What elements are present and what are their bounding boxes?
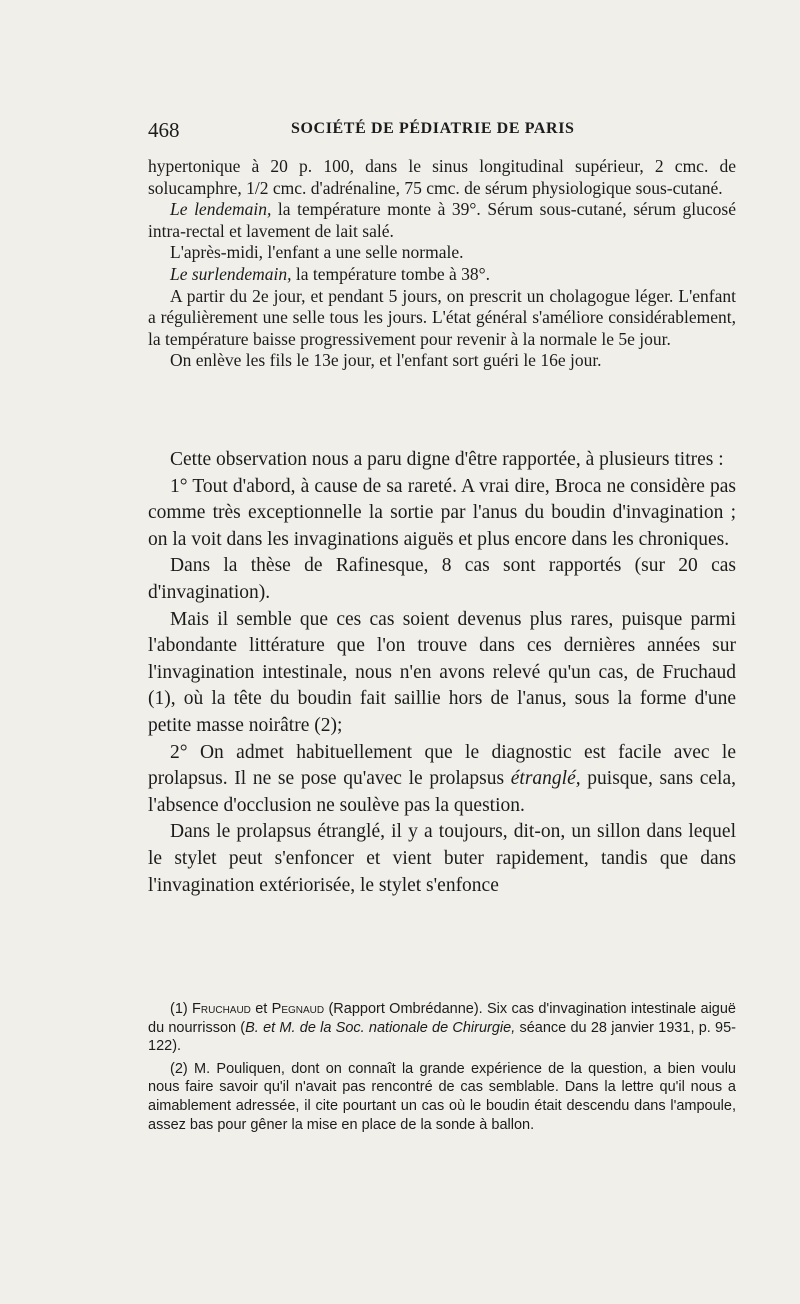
paragraph: hypertonique à 20 p. 100, dans le sinus longitudinal supérieur, 2 cmc. de solucamphre, 1/2 cmc. d'adrénaline, 75 cmc. de sérum physiologique sous-cutané.: [148, 156, 736, 198]
footnote-text: (1): [170, 1001, 193, 1017]
paragraph: Mais il semble que ces cas soient devenus plus rares, puisque parmi l'abondante littérature que l'on trouve dans ces dernières années sur l'invagination intestinale, nous n'en avons relevé qu'un cas, de Fruchaud (1), où la tête du boudin fait saillie hors de l'anus, sous la forme d'une petite masse noirâtre (2);: [148, 608, 736, 736]
author-name: Fruchaud: [192, 1001, 251, 1017]
paragraph-text: la température monte à 39°. Sérum sous-cutané, sérum glucosé intra-rectal et lavement de lait salé.: [148, 199, 736, 241]
running-title: SOCIÉTÉ DE PÉDIATRIE DE PARIS: [291, 120, 575, 137]
paragraph: [148, 199, 736, 242]
paragraph: [148, 264, 736, 286]
footnote-text: (Rapport Ombrédanne). Six cas d'invagination intestinale aiguë du nourrisson (: [148, 1001, 737, 1036]
author-name: Pegnaud: [271, 1001, 325, 1017]
emphasis: Le surlendemain,: [170, 263, 292, 284]
footnotes: [148, 1000, 736, 1138]
paragraph: A partir du 2e jour, et pendant 5 jours, on prescrit un cholagogue léger. L'enfant a régulièrement une selle tous les jours. L'état général s'améliore considérablement, la température baisse progressivement pour revenir à la normale le 5e jour.: [148, 285, 736, 349]
paragraph: Dans le prolapsus étranglé, il y a toujours, dit-on, un sillon dans lequel le stylet peut s'enfoncer et vient buter rapidement, tandis que dans l'invagination extériorisée, le stylet s'enfonce: [148, 821, 736, 896]
footnote-2: (2) M. Pouliquen, dont on connaît la grande expérience de la question, a bien voulu nous faire savoir qu'il n'avait pas rencontré de cas semblable. Dans la lettre qu'il nous a aimablement adressée, il cite pourtant un cas où le boudin était descendu dans l'ampoule, assez bas pour gêner la mise en place de la sonde à ballon.: [148, 1060, 736, 1133]
emphasis: B. et M. de la Soc. nationale de Chirurgie,: [245, 1019, 516, 1036]
footnote-text: et: [250, 1001, 272, 1017]
page-number: 468: [148, 118, 180, 142]
observation-text: [148, 156, 736, 372]
paragraph: L'après-midi, l'enfant a une selle normale.: [170, 242, 464, 263]
paragraph-text: 2° On admet habituellement que le diagnostic est facile avec le prolapsus. Il ne se pose qu'avec le prolapsus: [148, 741, 736, 790]
emphasis: étranglé,: [510, 768, 581, 790]
emphasis: Le lendemain,: [170, 199, 272, 220]
paragraph: 1° Tout d'abord, à cause de sa rareté. A vrai dire, Broca ne considère pas comme très exceptionnelle la sortie par l'anus du boudin d'invagination ; on la voit dans les invaginations aiguës et plus encore dans les chroniques.: [148, 475, 736, 550]
paragraph: Dans la thèse de Rafinesque, 8 cas sont rapportés (sur 20 cas d'invagination).: [148, 555, 736, 603]
paragraph-text: puisque, sans cela, l'absence d'occlusion ne soulève pas la question.: [148, 768, 736, 816]
paragraph-text: la température tombe à 38°.: [291, 263, 490, 284]
footnote-text: séance du 28 janvier 1931, p. 95-122).: [148, 1019, 736, 1055]
page-header: [148, 118, 736, 142]
footnote-1: [148, 1000, 736, 1056]
paragraph: On enlève les fils le 13e jour, et l'enfant sort guéri le 16e jour.: [170, 350, 602, 371]
discussion-text: [148, 447, 736, 899]
paragraph: [148, 740, 736, 820]
paragraph: Cette observation nous a paru digne d'être rapportée, à plusieurs titres :: [170, 449, 724, 470]
